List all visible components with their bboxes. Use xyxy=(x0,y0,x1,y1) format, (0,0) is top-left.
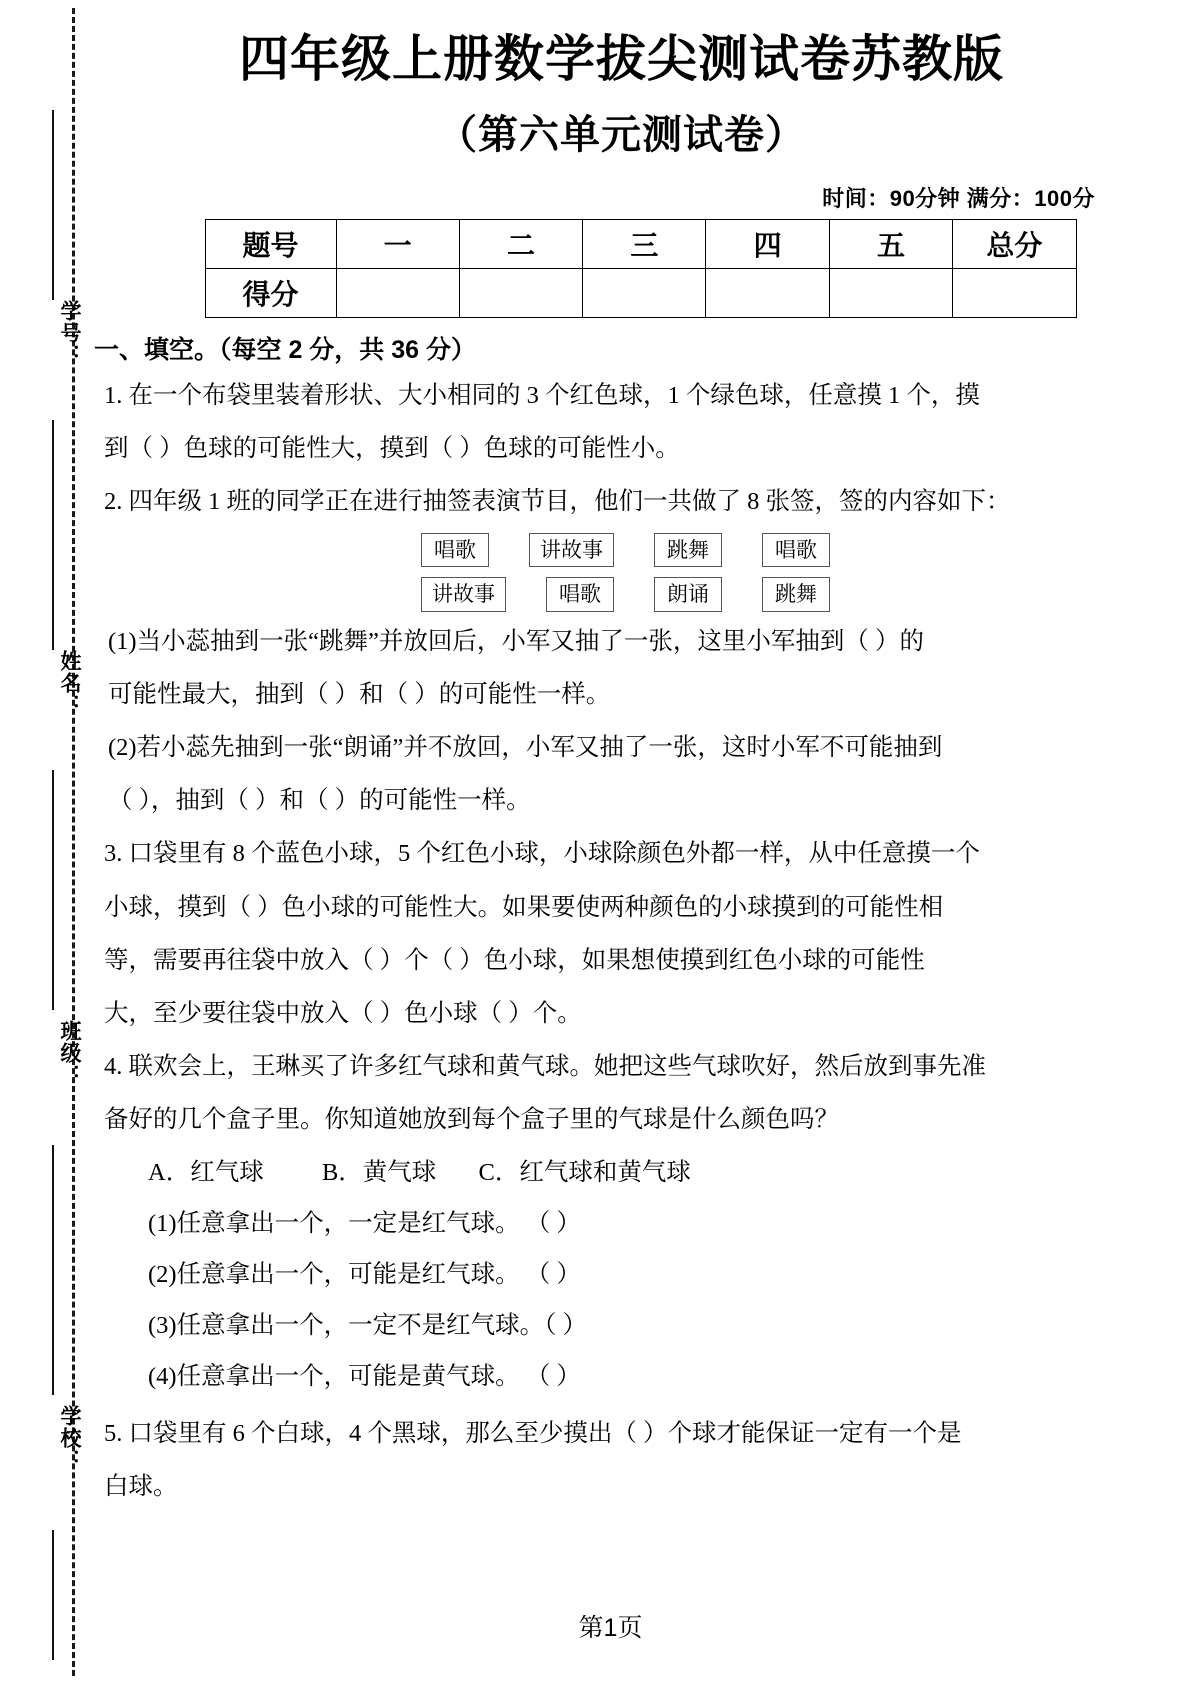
ticket-item: 朗诵 xyxy=(654,577,722,612)
seal-rule-4 xyxy=(52,1145,54,1395)
question-5-line-2: 白球。 xyxy=(104,1472,178,1500)
section-heading-fill-in-blanks: 一、填空。（每空 2 分，共 36 分） xyxy=(94,335,476,364)
score-table-col-4: 四 xyxy=(706,219,829,268)
ticket-item: 唱歌 xyxy=(762,533,830,568)
score-cell-1[interactable] xyxy=(336,268,459,317)
seal-margin xyxy=(0,0,90,1684)
question-2-sub-1-line-1: (1)当小蕊抽到一张“跳舞”并放回后，小军又抽了一张，这里小军抽到（ ）的 xyxy=(108,628,924,656)
question-3-line-3: 等，需要再往袋中放入（ ）个（ ）色小球，如果想使摸到红色小球的可能性 xyxy=(104,946,925,974)
question-4-item-4: (4)任意拿出一个，可能是黄气球。 （ ） xyxy=(148,1362,581,1390)
question-1-line-1: 1. 在一个布袋里装着形状、大小相同的 3 个红色球，1 个绿色球，任意摸 1 个，摸 xyxy=(104,381,980,409)
question-2-sub-2-line-1: (2)若小蕊先抽到一张“朗诵”并不放回，小军又抽了一张，这时小军不可能抽到 xyxy=(108,734,943,762)
ticket-row-2 xyxy=(90,577,1191,612)
seal-label-name: 姓名： xyxy=(58,650,81,716)
score-cell-total[interactable] xyxy=(953,268,1076,317)
seal-label-student-id: 学号： xyxy=(58,300,81,366)
seal-label-school: 学校： xyxy=(58,1405,81,1471)
question-2-sub-2-line-2: （ ），抽到（ ）和（ ）的可能性一样。 xyxy=(108,787,531,815)
question-5-line-1: 5. 口袋里有 6 个白球，4 个黑球，那么至少摸出（ ）个球才能保证一定有一个是 xyxy=(104,1419,962,1447)
question-4-item-2: (2)任意拿出一个，可能是红气球。 （ ） xyxy=(148,1260,581,1288)
table-row-question-numbers xyxy=(205,219,1076,268)
seal-rule-3 xyxy=(52,770,54,1010)
ticket-item: 跳舞 xyxy=(654,533,722,568)
question-3-line-2: 小球，摸到（ ）色小球的可能性大。如果要使两种颜色的小球摸到的可能性相 xyxy=(104,893,944,921)
seal-label-class: 班级： xyxy=(58,1020,81,1086)
question-4-item-3: (3)任意拿出一个，一定不是红气球。（ ） xyxy=(148,1311,587,1339)
exam-meta: 时间：90分钟 满分：100分 xyxy=(822,185,1095,211)
score-table-col-2: 二 xyxy=(459,219,582,268)
ticket-item: 讲故事 xyxy=(529,533,614,568)
page-title: 四年级上册数学拔尖测试卷苏教版 xyxy=(239,31,1004,87)
score-cell-2[interactable] xyxy=(459,268,582,317)
ticket-item: 跳舞 xyxy=(762,577,830,612)
ticket-row-1 xyxy=(90,533,1191,568)
ticket-item: 唱歌 xyxy=(421,533,489,568)
seal-rule-5 xyxy=(52,1530,54,1660)
score-cell-4[interactable] xyxy=(706,268,829,317)
question-4-line-1: 4. 联欢会上，王琳买了许多红气球和黄气球。她把这些气球吹好，然后放到事先准 xyxy=(104,1052,986,1080)
score-table-head-label: 题号 xyxy=(205,219,336,268)
page-footer: 第1页 xyxy=(578,1614,643,1642)
page-subtitle: （第六单元测试卷） xyxy=(437,112,806,157)
score-table-score-label: 得分 xyxy=(205,268,336,317)
question-3-line-1: 3. 口袋里有 8 个蓝色小球，5 个红色小球，小球除颜色外都一样，从中任意摸一个 xyxy=(104,840,980,868)
exam-page xyxy=(90,0,1191,1684)
seal-rule-1 xyxy=(52,110,54,300)
score-table-col-1: 一 xyxy=(336,219,459,268)
seal-rule-2 xyxy=(52,420,54,650)
question-2-sub-1-line-2: 可能性最大，抽到（ ）和（ ）的可能性一样。 xyxy=(108,681,611,709)
ticket-item: 唱歌 xyxy=(546,577,614,612)
score-cell-5[interactable] xyxy=(829,268,952,317)
question-2-line-1: 2. 四年级 1 班的同学正在进行抽签表演节目，他们一共做了 8 张签，签的内容如下： xyxy=(104,487,1011,515)
table-row-scores xyxy=(205,268,1076,317)
question-4-option-c[interactable]: C．红气球和黄气球 xyxy=(478,1158,691,1186)
question-4-option-a[interactable]: A．红气球 xyxy=(148,1158,264,1186)
question-4-options xyxy=(90,1149,1191,1196)
question-4-option-b[interactable]: B．黄气球 xyxy=(321,1158,437,1186)
question-4-line-2: 备好的几个盒子里。你知道她放到每个盒子里的气球是什么颜色吗？ xyxy=(104,1105,839,1133)
score-table xyxy=(205,219,1077,318)
question-4-item-1: (1)任意拿出一个，一定是红气球。 （ ） xyxy=(148,1209,581,1237)
score-table-col-5: 五 xyxy=(829,219,952,268)
question-1-line-2: 到（ ）色球的可能性大，摸到（ ）色球的可能性小。 xyxy=(104,434,680,462)
score-table-col-3: 三 xyxy=(583,219,706,268)
question-3-line-4: 大，至少要往袋中放入（ ）色小球（ ）个。 xyxy=(104,999,582,1027)
score-table-col-total: 总分 xyxy=(953,219,1076,268)
score-cell-3[interactable] xyxy=(583,268,706,317)
ticket-item: 讲故事 xyxy=(421,577,506,612)
